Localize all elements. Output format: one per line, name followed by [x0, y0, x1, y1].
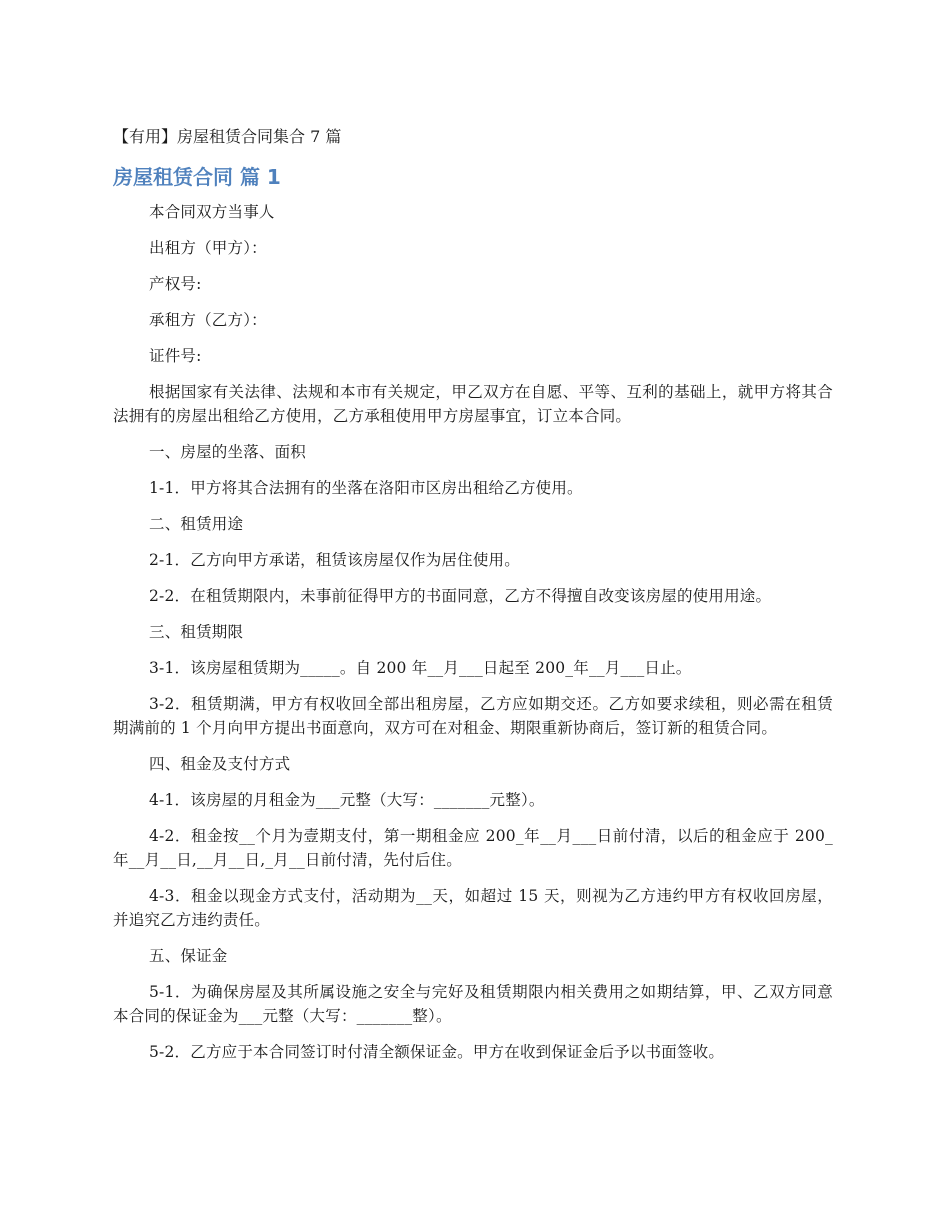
- clause-2-2: 2-2．在租赁期限内，未事前征得甲方的书面同意，乙方不得擅自改变该房屋的使用用途。: [149, 587, 772, 605]
- clause-3-2: 3-2．租赁期满，甲方有权收回全部出租房屋，乙方应如期交还。乙方如要求续租，则必需在租赁期满前的 1 个月向甲方提出书面意向，双方可在对租金、期限重新协商后，签订新的租赁合同。: [113, 695, 833, 737]
- paragraph-property-number: 产权号:: [149, 275, 202, 293]
- paragraph-parties: 本合同双方当事人: [149, 203, 275, 221]
- document-body: [113, 200, 833, 1076]
- clause-5-2: 5-2．乙方应于本合同签订时付清全额保证金。甲方在收到保证金后予以书面签收。: [149, 1043, 725, 1061]
- paragraph-lessor: 出租方（甲方）：: [149, 239, 267, 257]
- clause-4-1: 4-1．该房屋的月租金为___元整（大写：_______元整）。: [149, 791, 545, 809]
- document-title: 【有用】房屋租赁合同集合 7 篇: [113, 127, 342, 146]
- clause-4-2: 4-2．租金按__个月为壹期支付，第一期租金应 200_年__月___日前付清，以后的租金应于 200_年__月__日,__月__日,_月__日前付清，先付后住。: [113, 827, 833, 869]
- paragraph-preamble: 根据国家有关法律、法规和本市有关规定，甲乙双方在自愿、平等、互利的基础上，就甲方将其合法拥有的房屋出租给乙方使用，乙方承租使用甲方房屋事宜，订立本合同。: [113, 383, 833, 425]
- clause-heading-4: 四、租金及支付方式: [149, 755, 291, 773]
- clause-heading-2: 二、租赁用途: [149, 515, 244, 533]
- clause-heading-5: 五、保证金: [149, 947, 228, 965]
- paragraph-id-number: 证件号:: [149, 347, 202, 365]
- section-heading: 房屋租赁合同 篇 1: [113, 165, 281, 189]
- clause-4-3: 4-3．租金以现金方式支付，活动期为__天，如超过 15 天，则视为乙方违约甲方有权收回房屋，并追究乙方违约责任。: [113, 887, 833, 929]
- clause-heading-1: 一、房屋的坐落、面积: [149, 443, 307, 461]
- clause-3-1: 3-1．该房屋租赁期为_____。自 200 年__月___日起至 200_年__月___日止。: [149, 659, 692, 677]
- paragraph-lessee: 承租方（乙方）：: [149, 311, 267, 329]
- clause-heading-3: 三、租赁期限: [149, 623, 244, 641]
- clause-1-1: 1-1．甲方将其合法拥有的坐落在洛阳市区房出租给乙方使用。: [149, 479, 583, 497]
- clause-5-1: 5-1．为确保房屋及其所属设施之安全与完好及租赁期限内相关费用之如期结算，甲、乙双方同意本合同的保证金为___元整（大写：_______整）。: [113, 983, 833, 1025]
- clause-2-1: 2-1．乙方向甲方承诺，租赁该房屋仅作为居住使用。: [149, 551, 520, 569]
